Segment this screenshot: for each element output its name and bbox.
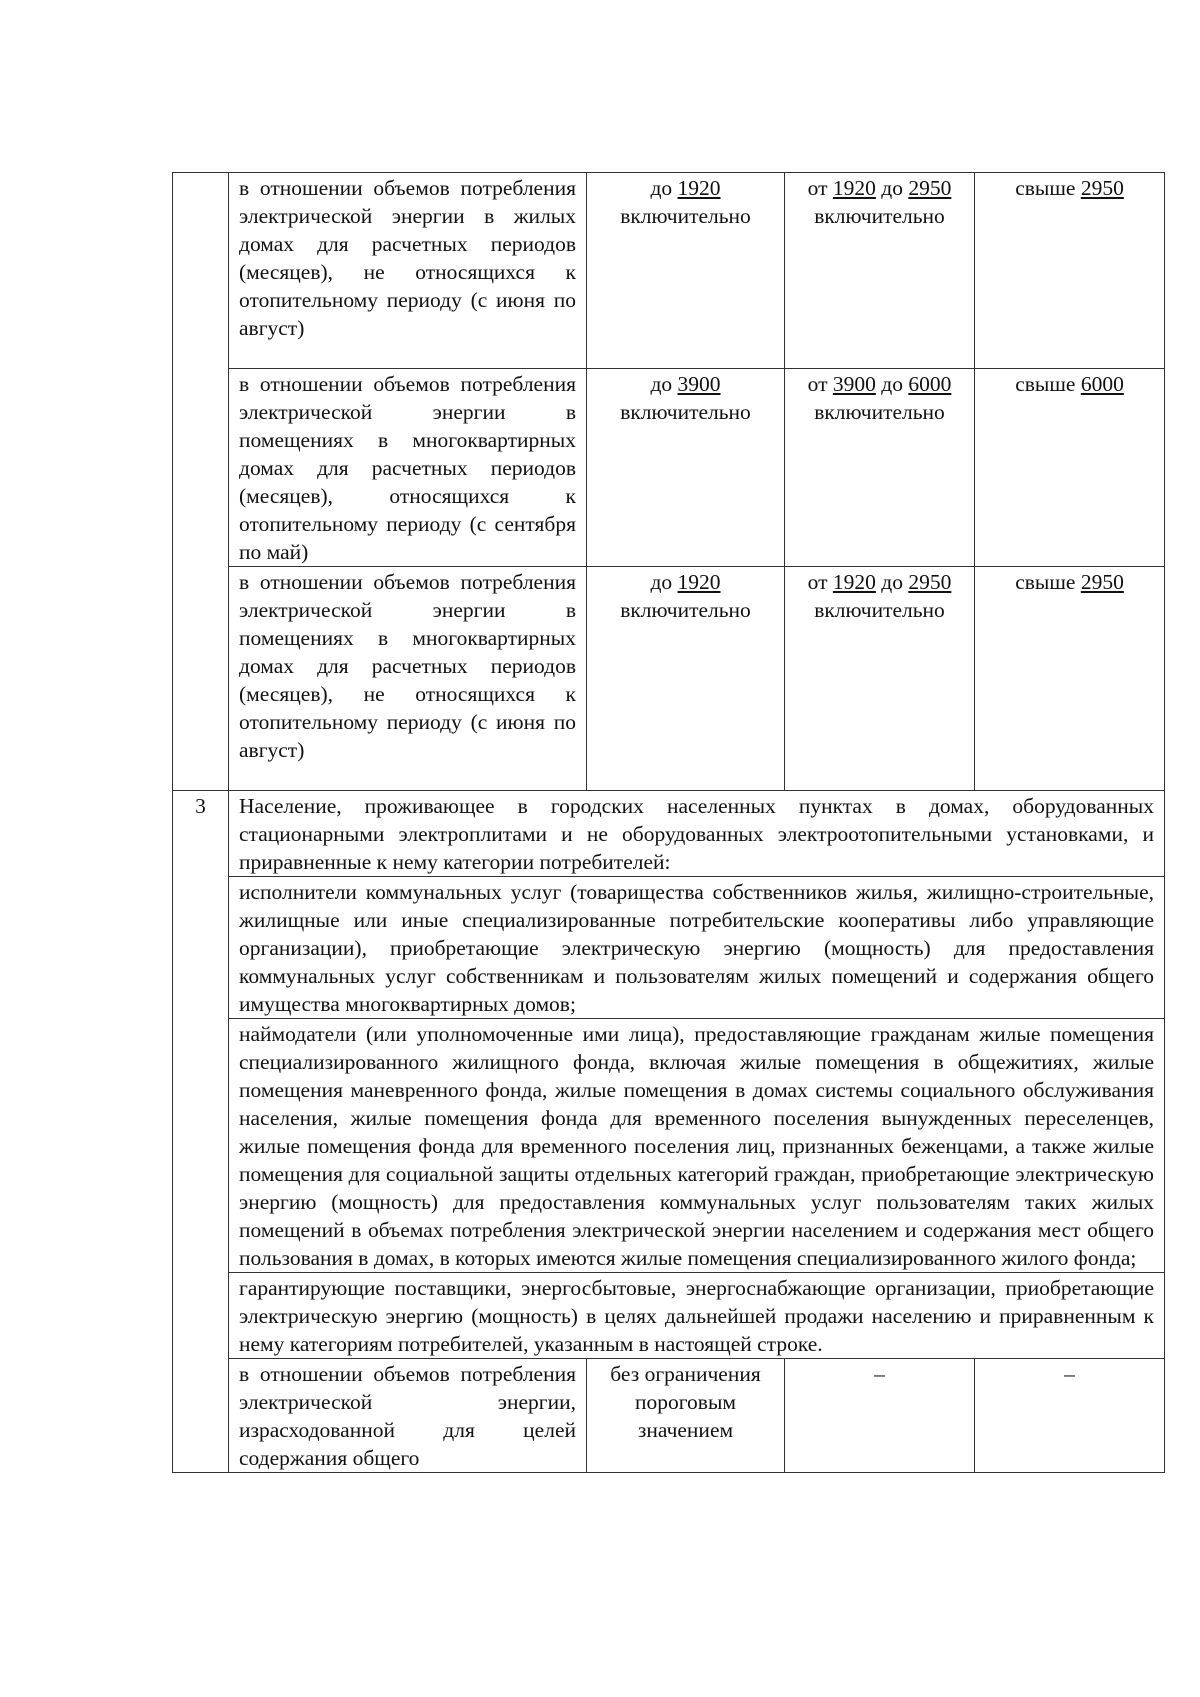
- threshold-mid: –: [785, 1359, 975, 1473]
- threshold-high: свыше 2950: [975, 173, 1165, 369]
- row-number-cell: [173, 877, 229, 1019]
- threshold-mid: от 3900 до 6000 включительно: [785, 369, 975, 567]
- row-description: в отношении объемов потребления электрической энергии, израсходованной для целей содержания общего: [229, 1359, 587, 1473]
- row-number-cell: [173, 1019, 229, 1273]
- threshold-low: до 3900 включительно: [587, 369, 785, 567]
- threshold-high: –: [975, 1359, 1165, 1473]
- section-title-row: [173, 791, 1165, 877]
- threshold-mid: от 1920 до 2950 включительно: [785, 567, 975, 791]
- list-item: [173, 1273, 1165, 1359]
- row-description: в отношении объемов потребления электрической энергии в жилых домах для расчетных периодов (месяцев), не относящихся к отопительному периоду (с июня по август): [229, 173, 587, 369]
- row-number: 3: [173, 791, 229, 877]
- document-page: [172, 172, 1164, 1473]
- threshold-low: до 1920 включительно: [587, 173, 785, 369]
- section-item: наймодатели (или уполномоченные ими лица), предоставляющие гражданам жилые помещения специализированного жилищного фонда, включая жилые помещения в общежитиях, жилые помещения маневренного фонда, жилые помещения в домах системы социального обслуживания населения, жилые помещения фонда для временного поселения вынужденных переселенцев, жилые помещения фонда для временного поселения лиц, признанных беженцами, а также жилые помещения для социальной защиты отдельных категорий граждан, приобретающие электрическую энергию (мощность) для предоставления коммунальных услуг пользователям таких жилых помещений в объемах потребления электрической энергии населением и содержания мест общего пользования в домах, в которых имеются жилые помещения специализированного жилого фонда;: [229, 1019, 1165, 1273]
- table-row: [173, 1359, 1165, 1473]
- row-number-cell: [173, 567, 229, 791]
- threshold-low: без ограничения пороговым значением: [587, 1359, 785, 1473]
- section-item: исполнители коммунальных услуг (товарищества собственников жилья, жилищно-строительные, жилищные или иные специализированные потребительские кооперативы либо управляющие организации), приобретающие электрическую энергию (мощность) для предоставления коммунальных услуг собственникам и пользователям жилых помещений и содержания общего имущества многоквартирных домов;: [229, 877, 1165, 1019]
- row-number-cell: [173, 369, 229, 567]
- list-item: [173, 877, 1165, 1019]
- section-item: гарантирующие поставщики, энергосбытовые, энергоснабжающие организации, приобретающие электрическую энергию (мощность) в целях дальнейшей продажи населению и приравненным к нему категориям потребителей, указанным в настоящей строке.: [229, 1273, 1165, 1359]
- row-description: в отношении объемов потребления электрической энергии в помещениях в многоквартирных домах для расчетных периодов (месяцев), не относящихся к отопительному периоду (с июня по август): [229, 567, 587, 791]
- table-row: [173, 567, 1165, 791]
- threshold-high: свыше 6000: [975, 369, 1165, 567]
- threshold-low: до 1920 включительно: [587, 567, 785, 791]
- tariff-threshold-table: [172, 172, 1165, 1473]
- row-description: в отношении объемов потребления электрической энергии в помещениях в многоквартирных домах для расчетных периодов (месяцев), относящихся к отопительному периоду (с сентября по май): [229, 369, 587, 567]
- threshold-value: 1920: [677, 176, 721, 200]
- row-number-cell: [173, 1273, 229, 1359]
- threshold-high: свыше 2950: [975, 567, 1165, 791]
- list-item: [173, 1019, 1165, 1273]
- table-row: [173, 173, 1165, 369]
- row-number-cell: [173, 1359, 229, 1473]
- section-title: Население, проживающее в городских населенных пунктах в домах, оборудованных стационарными электроплитами и не оборудованных электроотопительными установками, и приравненные к нему категории потребителей:: [229, 791, 1165, 877]
- table-row: [173, 369, 1165, 567]
- row-number-cell: [173, 173, 229, 369]
- threshold-mid: от 1920 до 2950 включительно: [785, 173, 975, 369]
